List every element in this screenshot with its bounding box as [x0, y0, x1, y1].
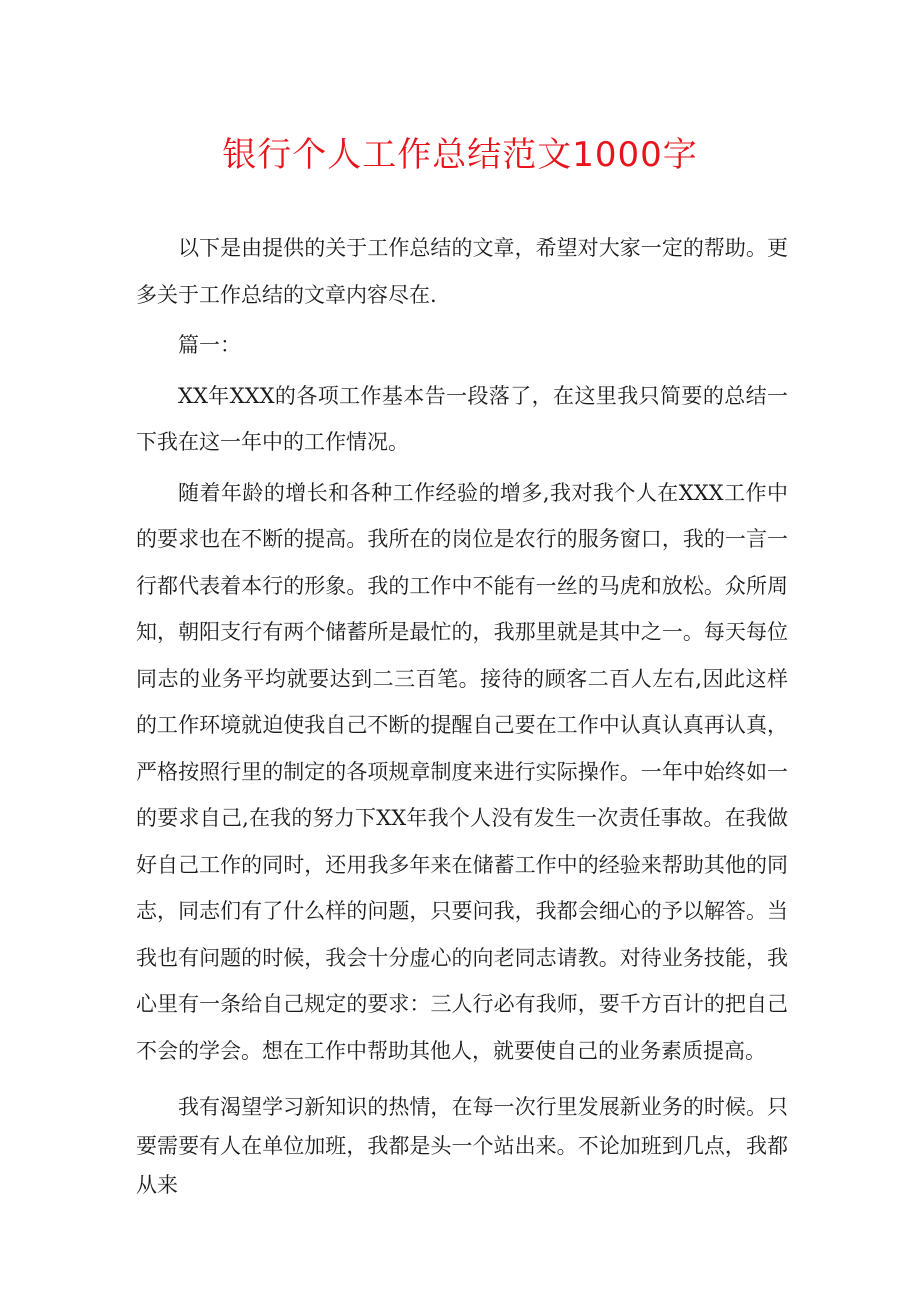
paragraph-summary: XX年XXX的各项工作基本告一段落了，在这里我只简要的总结一下我在这一年中的工作情况。 — [136, 383, 788, 454]
document-body — [136, 225, 788, 1205]
document-title: 银行个人工作总结范文1000字 — [222, 135, 698, 175]
paragraph-work-details: 随着年龄的增长和各种工作经验的增多,我对我个人在XXX工作中的要求也在不断的提高。我所在的岗位是农行的服务窗口，我的一言一行都代表着本行的形象。我的工作中不能有一丝的马虎和放松。众所周知，朝阳支行有两个储蓄所是最忙的，我那里就是其中之一。每天每位同志的业务平均就要达到二三百笔。接待的顾客二百人左右,因此这样的工作环境就迫使我自己不断的提醒自己要在工作中认真认真再认真，严格按照行里的制定的各项规章制度来进行实际操作。一年中始终如一的要求自己,在我的努力下XX年我个人没有发生一次责任事故。在我做好自己工作的同时，还用我多年来在储蓄工作中的经验来帮助其他的同志，同志们有了什么样的问题，只要问我，我都会细心的予以解答。当我也有问题的时候，我会十分虚心的向老同志请教。对待业务技能，我心里有一条给自己规定的要求：三人行必有我师，要千方百计的把自己不会的学会。想在工作中帮助其他人，就要使自己的业务素质提高。 — [136, 480, 788, 1063]
paragraph-intro: 以下是由提供的关于工作总结的文章，希望对大家一定的帮助。更多关于工作总结的文章内容尽在. — [136, 236, 788, 307]
paragraph-learning: 我有渴望学习新知识的热情，在每一次行里发展新业务的时候。只要需要有人在单位加班，我都是头一个站出来。不论加班到几点，我都从来 — [136, 1095, 788, 1197]
paragraph-section-heading: 篇一： — [178, 333, 241, 357]
